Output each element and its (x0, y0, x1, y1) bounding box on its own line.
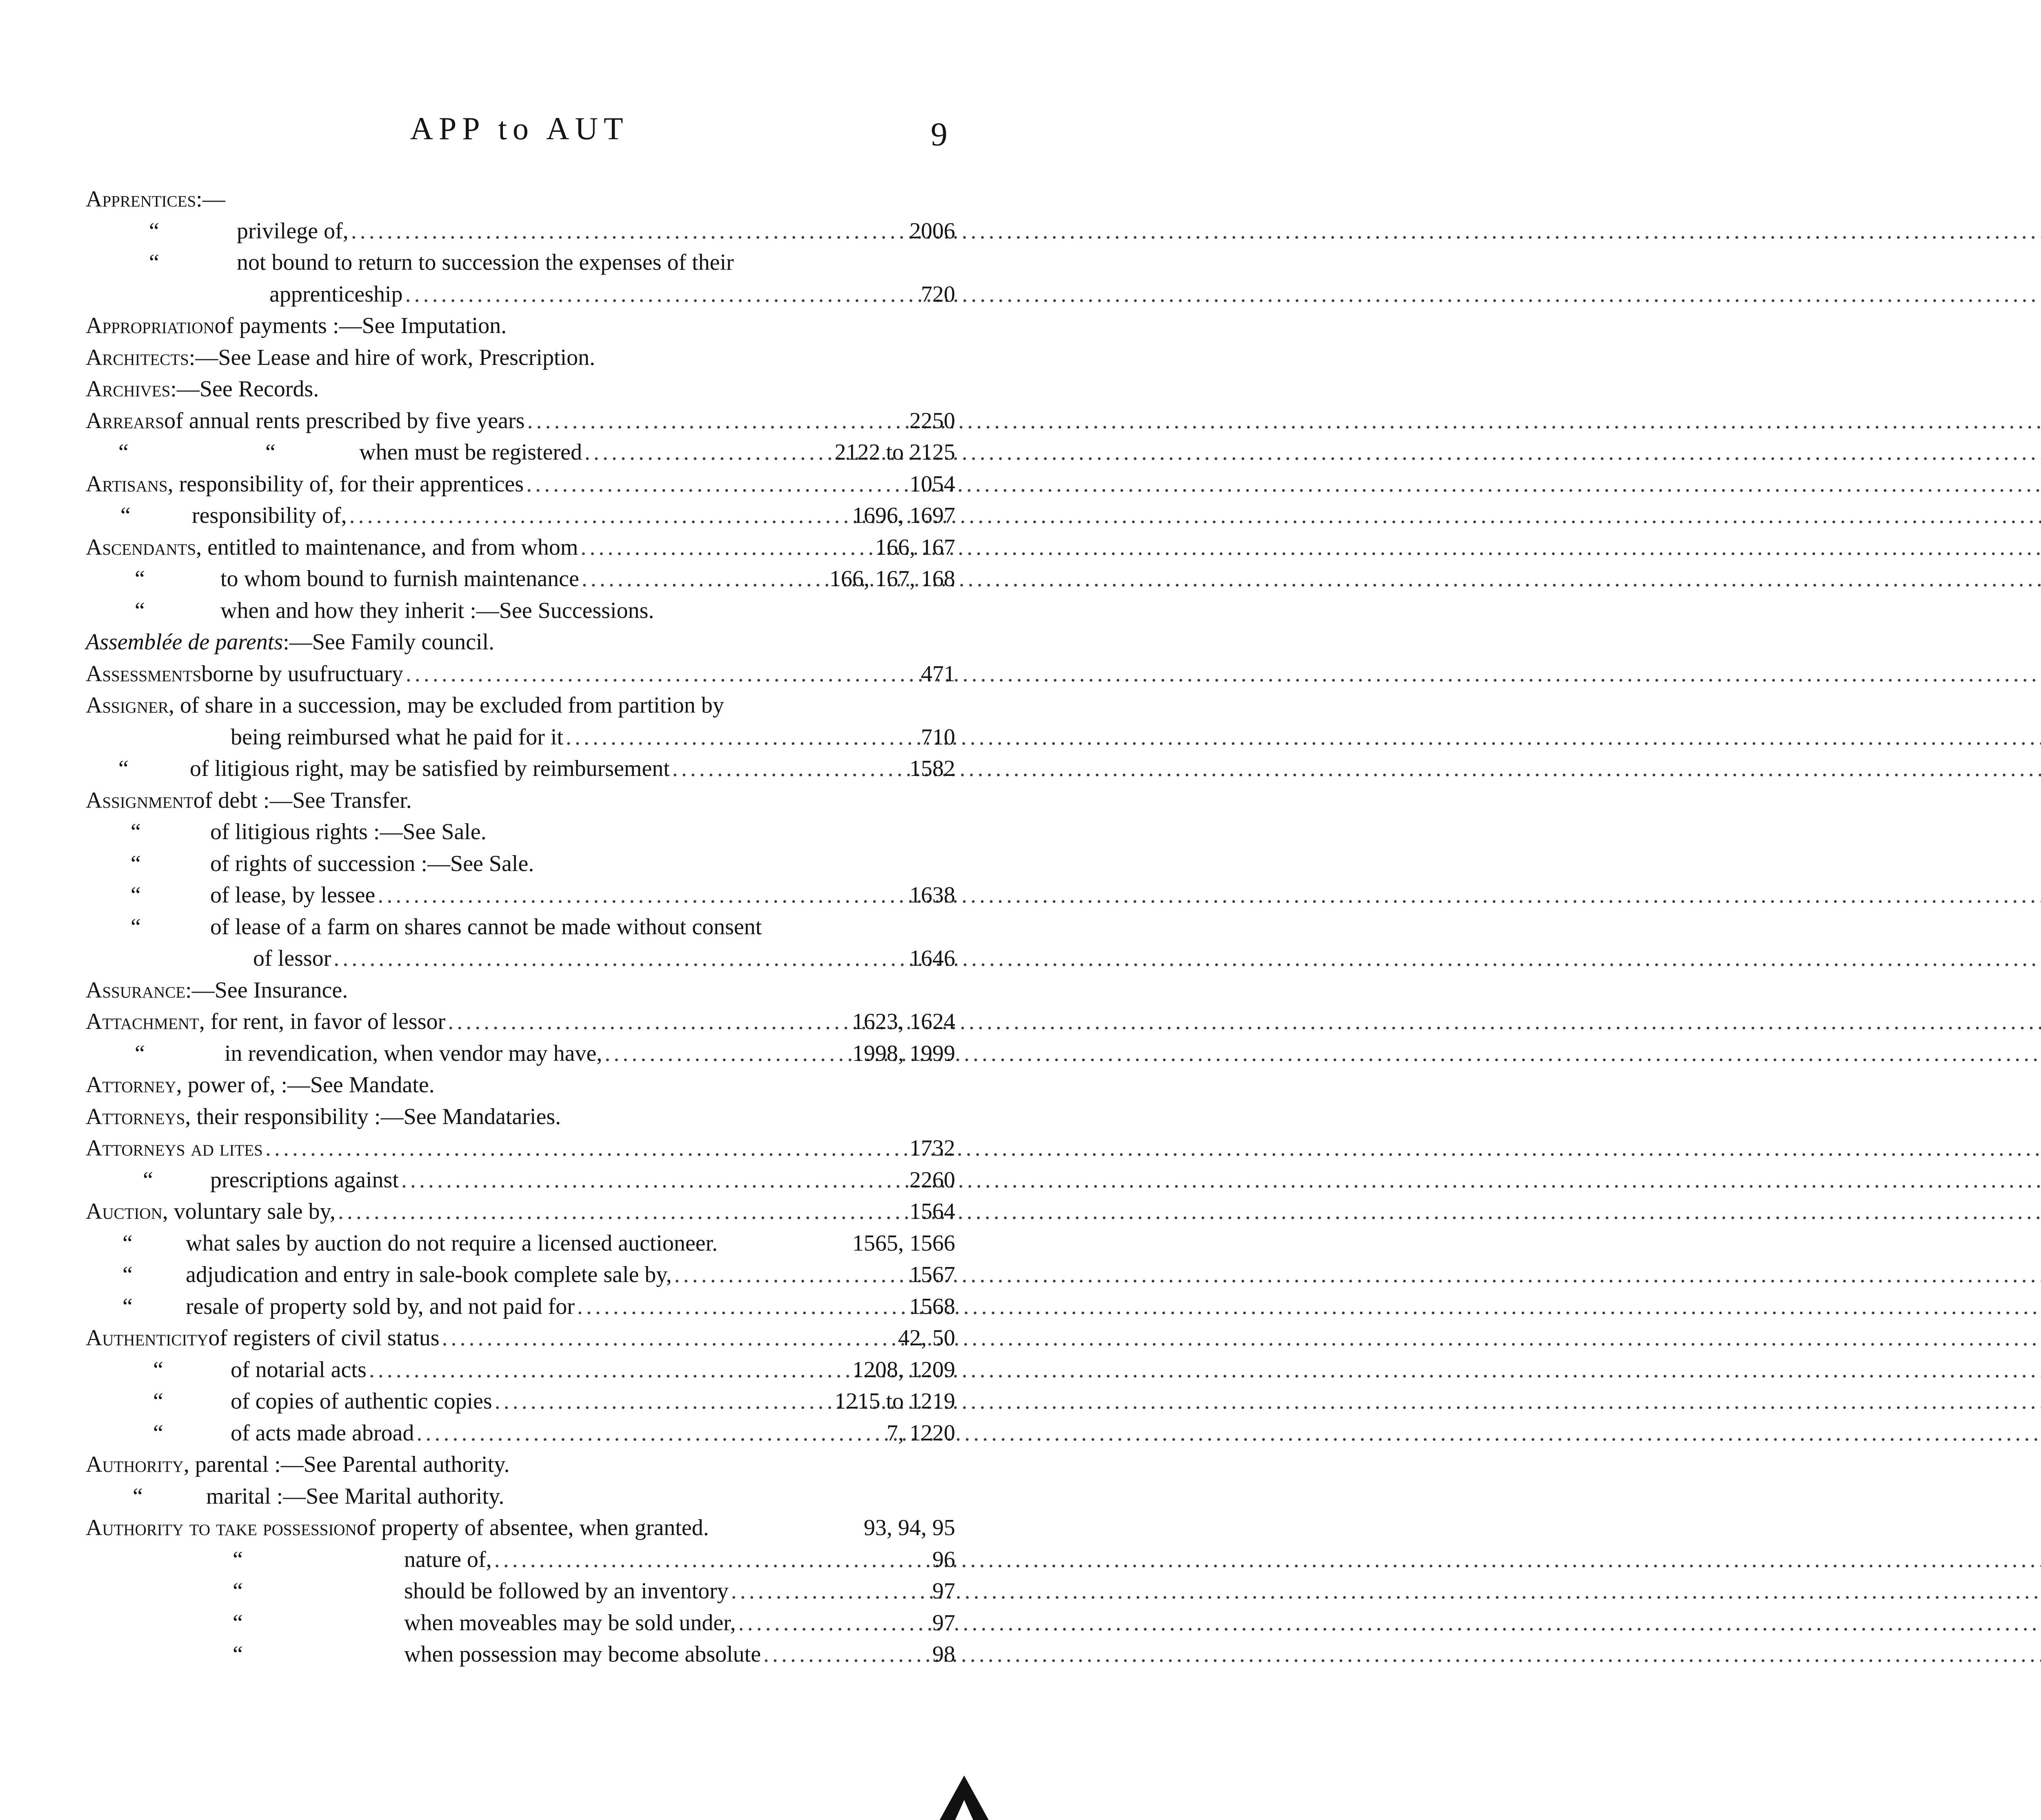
entry-heading: Authority to take possession (86, 1515, 357, 1540)
index-entry (0, 1544, 1039, 1576)
entry-text: , of share in a succession, may be excluded from partition by (168, 693, 724, 718)
entry-text: when and how they inherit :—See Successions. (220, 598, 654, 623)
dot-leader (526, 469, 2041, 500)
index-entry (0, 1038, 1039, 1070)
entry-heading: Attachment (86, 1009, 199, 1034)
entry-heading: Authenticity (86, 1325, 209, 1351)
index-entry (0, 1322, 1039, 1354)
entry-text: of payments :—See Imputation. (214, 313, 507, 338)
dot-leader (401, 1164, 2041, 1196)
entry-text: , their responsibility :—See Mandataries. (185, 1104, 561, 1129)
entry-text: of notarial acts (231, 1357, 367, 1382)
index-entry (0, 437, 1039, 469)
entry-text: marital :—See Marital authority. (206, 1483, 505, 1509)
page-reference: 1568 (909, 1293, 955, 1319)
index-entry (0, 500, 1039, 532)
entry-text: , for rent, in favor of lessor (199, 1009, 446, 1034)
entry-text: of rights of succession :—See Sale. (210, 851, 534, 876)
index-entry (0, 279, 1039, 311)
index-entry (0, 1639, 1039, 1671)
dot-leader (495, 1386, 2041, 1418)
entry-text: of litigious rights :—See Sale. (210, 819, 487, 844)
entry-text: of copies of authentic copies (231, 1389, 492, 1414)
dot-leader (338, 1196, 2041, 1228)
dot-leader (333, 943, 2041, 975)
ditto-mark: “ (233, 1610, 243, 1636)
dot-leader (731, 1576, 2041, 1607)
ditto-mark: “ (233, 1578, 243, 1604)
index-entries (0, 184, 1039, 1671)
index-entry (0, 216, 1039, 247)
dot-leader (378, 880, 2041, 911)
entry-text: what sales by auction do not require a licensed auctioneer. (186, 1230, 718, 1256)
ditto-mark: “ (233, 1642, 243, 1667)
running-title: APP to AUT (410, 111, 629, 146)
entry-text: resale of property sold by, and not paid for (186, 1293, 575, 1319)
ditto-mark: “ (131, 819, 141, 844)
entry-text: nature of, (404, 1547, 492, 1572)
index-entry (0, 658, 1039, 690)
page-reference: 2250 (909, 408, 955, 433)
entry-text: , voluntary sale by, (162, 1199, 336, 1224)
page-reference: 2122 to 2125 (834, 440, 955, 465)
entry-heading: Ascendants (86, 534, 196, 560)
page-reference: 2006 (909, 218, 955, 244)
index-entry (0, 184, 1039, 216)
entry-text: of lease, by lessee (210, 882, 376, 908)
ditto-mark: “ (149, 250, 159, 275)
entry-heading: Auction (86, 1199, 162, 1224)
ditto-mark: “ (135, 598, 145, 623)
page-reference: 7, 1220 (887, 1420, 955, 1446)
index-entry (0, 563, 1039, 595)
index-entry (0, 1449, 1039, 1481)
entry-text: of litigious right, may be satisfied by reimbursement (190, 756, 670, 781)
entry-heading: Assignment (86, 787, 193, 813)
ditto-mark: “ (149, 218, 159, 244)
ditto-mark: “ (153, 1389, 163, 1414)
index-entry (0, 469, 1039, 500)
dot-leader (672, 753, 2041, 785)
page-number: 9 (931, 116, 947, 153)
index-entry (0, 1386, 1039, 1418)
entry-text: privilege of, (237, 218, 349, 244)
entry-text: , parental :—See Parental authority. (183, 1452, 510, 1477)
entry-text: when must be registered (359, 440, 582, 465)
page-reference: 166, 167, 168 (829, 566, 955, 591)
index-entry (0, 785, 1039, 817)
entry-text: , power of, :—See Mandate. (176, 1072, 435, 1098)
entry-text: of property of absentee, when granted. (356, 1515, 709, 1540)
index-entry (0, 1228, 1039, 1260)
ditto-mark: “ (120, 503, 131, 528)
index-entry (0, 1576, 1039, 1607)
dot-leader (406, 658, 2041, 690)
entry-text: prescriptions against (210, 1167, 399, 1193)
index-entry (0, 722, 1039, 753)
ditto-mark: “ (118, 440, 129, 465)
entry-text: :—See Insurance. (185, 977, 348, 1003)
entry-heading: Authority (86, 1452, 184, 1477)
ditto-mark: “ (131, 882, 141, 908)
index-entry (0, 1006, 1039, 1038)
page-reference: 93, 94, 95 (864, 1515, 955, 1540)
entry-text: of debt :—See Transfer. (193, 787, 412, 813)
ditto-mark: “ (135, 566, 145, 591)
dot-leader (580, 532, 2041, 564)
entry-heading: Architects (86, 344, 189, 370)
ditto-mark: “ (233, 1547, 243, 1572)
index-entry (0, 405, 1039, 437)
page-reference: 1638 (909, 882, 955, 908)
index-entry (0, 975, 1039, 1007)
index-entry (0, 1196, 1039, 1228)
entry-text: of annual rents prescribed by five years (164, 408, 525, 433)
entry-heading: Apprentices (86, 187, 196, 212)
dot-leader (351, 216, 2041, 247)
page-reference: 1998, 1999 (852, 1040, 955, 1066)
index-entry (0, 247, 1039, 279)
index-entry (0, 880, 1039, 911)
page-reference: 1646 (909, 946, 955, 971)
page-reference: 97 (932, 1610, 955, 1636)
entry-heading: Assigner (86, 693, 169, 718)
index-entry (0, 1512, 1039, 1544)
entry-heading: Attorneys ad lites (86, 1136, 263, 1161)
index-entry (0, 848, 1039, 880)
dot-leader (605, 1038, 2041, 1070)
page-reference: 1054 (909, 471, 955, 497)
page-reference: 42, 50 (898, 1325, 955, 1351)
page-reference: 166, 167 (875, 534, 955, 560)
entry-heading: Assessments (86, 661, 202, 687)
index-entry (0, 342, 1039, 374)
entry-text: of registers of civil status (208, 1325, 440, 1351)
index-entry (0, 943, 1039, 975)
page-reference: 1215 to 1219 (834, 1389, 955, 1414)
entry-text: to whom bound to furnish maintenance (220, 566, 579, 591)
dot-leader (405, 279, 2041, 311)
entry-text: when possession may become absolute (404, 1642, 761, 1667)
entry-heading: Appropriation (86, 313, 215, 338)
page-reference: 96 (932, 1547, 955, 1572)
ditto-mark: “ (265, 440, 276, 465)
index-entry (0, 1481, 1039, 1513)
index-entry (0, 1259, 1039, 1291)
index-entry (0, 1133, 1039, 1164)
page-reference: 1208, 1209 (852, 1357, 955, 1382)
corner-ornament-icon (932, 1767, 997, 1820)
page-reference: 1623, 1624 (852, 1009, 955, 1034)
entry-text: :—See Lease and hire of work, Prescription. (189, 344, 596, 370)
entry-text: apprenticeship (269, 281, 403, 307)
page-reference: 471 (921, 661, 955, 687)
page-reference: 1582 (909, 756, 955, 781)
entry-heading: Attorney (86, 1072, 176, 1098)
dot-leader (577, 1291, 2041, 1323)
ditto-mark: “ (153, 1357, 163, 1382)
dot-leader (494, 1544, 2041, 1576)
entry-text: :—See Family council. (283, 629, 495, 655)
entry-text: being reimbursed what he paid for it (231, 724, 563, 750)
entry-text: of lease of a farm on shares cannot be made without consent (210, 914, 762, 940)
ditto-mark: “ (131, 851, 141, 876)
index-entry (0, 1607, 1039, 1639)
index-entry (0, 1354, 1039, 1386)
ditto-mark: “ (143, 1167, 153, 1193)
dot-leader (416, 1418, 2041, 1449)
dot-leader (566, 722, 2041, 753)
ditto-mark: “ (122, 1293, 133, 1319)
ditto-mark: “ (153, 1420, 163, 1446)
index-entry (0, 1418, 1039, 1449)
ditto-mark: “ (122, 1230, 133, 1256)
index-entry (0, 690, 1039, 722)
page-reference: 1564 (909, 1199, 955, 1224)
page-reference: 1696, 1697 (852, 503, 955, 528)
page-reference: 1565, 1566 (852, 1230, 955, 1256)
dot-leader (349, 500, 2041, 532)
entry-text: , entitled to maintenance, and from whom (196, 534, 578, 560)
index-entry (0, 373, 1039, 405)
page-reference: 97 (932, 1578, 955, 1604)
page-reference: 1567 (909, 1262, 955, 1287)
dot-leader (448, 1006, 2041, 1038)
dot-leader (265, 1133, 2041, 1164)
entry-text: responsibility of, (192, 503, 347, 528)
entry-heading: Assurance (86, 977, 186, 1003)
index-entry (0, 1101, 1039, 1133)
page-reference: 720 (921, 281, 955, 307)
entry-heading: Attorneys (86, 1104, 185, 1129)
index-entry (0, 1164, 1039, 1196)
dot-leader (585, 437, 2041, 469)
index-entry (0, 753, 1039, 785)
page-reference: 1732 (909, 1136, 955, 1161)
ditto-mark: “ (122, 1262, 133, 1287)
entry-text: , responsibility of, for their apprentices (167, 471, 524, 497)
entry-text: not bound to return to succession the expenses of their (237, 250, 734, 275)
entry-text: :— (196, 187, 225, 212)
index-entry (0, 310, 1039, 342)
entry-text: adjudication and entry in sale-book complete sale by, (186, 1262, 672, 1287)
ditto-mark: “ (118, 756, 129, 781)
entry-text: of acts made abroad (231, 1420, 414, 1446)
entry-text: borne by usufructuary (201, 661, 403, 687)
entry-text: in revendication, when vendor may have, (225, 1040, 603, 1066)
dot-leader (527, 405, 2041, 437)
index-entry (0, 911, 1039, 943)
ditto-mark: “ (133, 1483, 143, 1509)
entry-text: should be followed by an inventory (404, 1578, 729, 1604)
page-reference: 2260 (909, 1167, 955, 1193)
entry-heading: Arrears (86, 408, 165, 433)
entry-text: of lessor (253, 946, 331, 971)
index-entry (0, 532, 1039, 564)
entry-text: when moveables may be sold under, (404, 1610, 736, 1636)
index-entry (0, 1291, 1039, 1323)
dot-leader (369, 1354, 2041, 1386)
entry-heading: Archives (86, 376, 171, 402)
index-entry (0, 595, 1039, 627)
dot-leader (442, 1322, 2041, 1354)
index-entry (0, 816, 1039, 848)
entry-heading: Assemblée de parents (86, 629, 283, 655)
entry-text: :—See Records. (170, 376, 319, 402)
ditto-mark: “ (131, 914, 141, 940)
page-reference: 98 (932, 1642, 955, 1667)
page-reference: 710 (921, 724, 955, 750)
dot-leader (674, 1259, 2041, 1291)
dot-leader (582, 563, 2041, 595)
entry-heading: Artisans (86, 471, 168, 497)
index-entry (0, 627, 1039, 658)
index-entry (0, 1069, 1039, 1101)
ditto-mark: “ (135, 1040, 145, 1066)
